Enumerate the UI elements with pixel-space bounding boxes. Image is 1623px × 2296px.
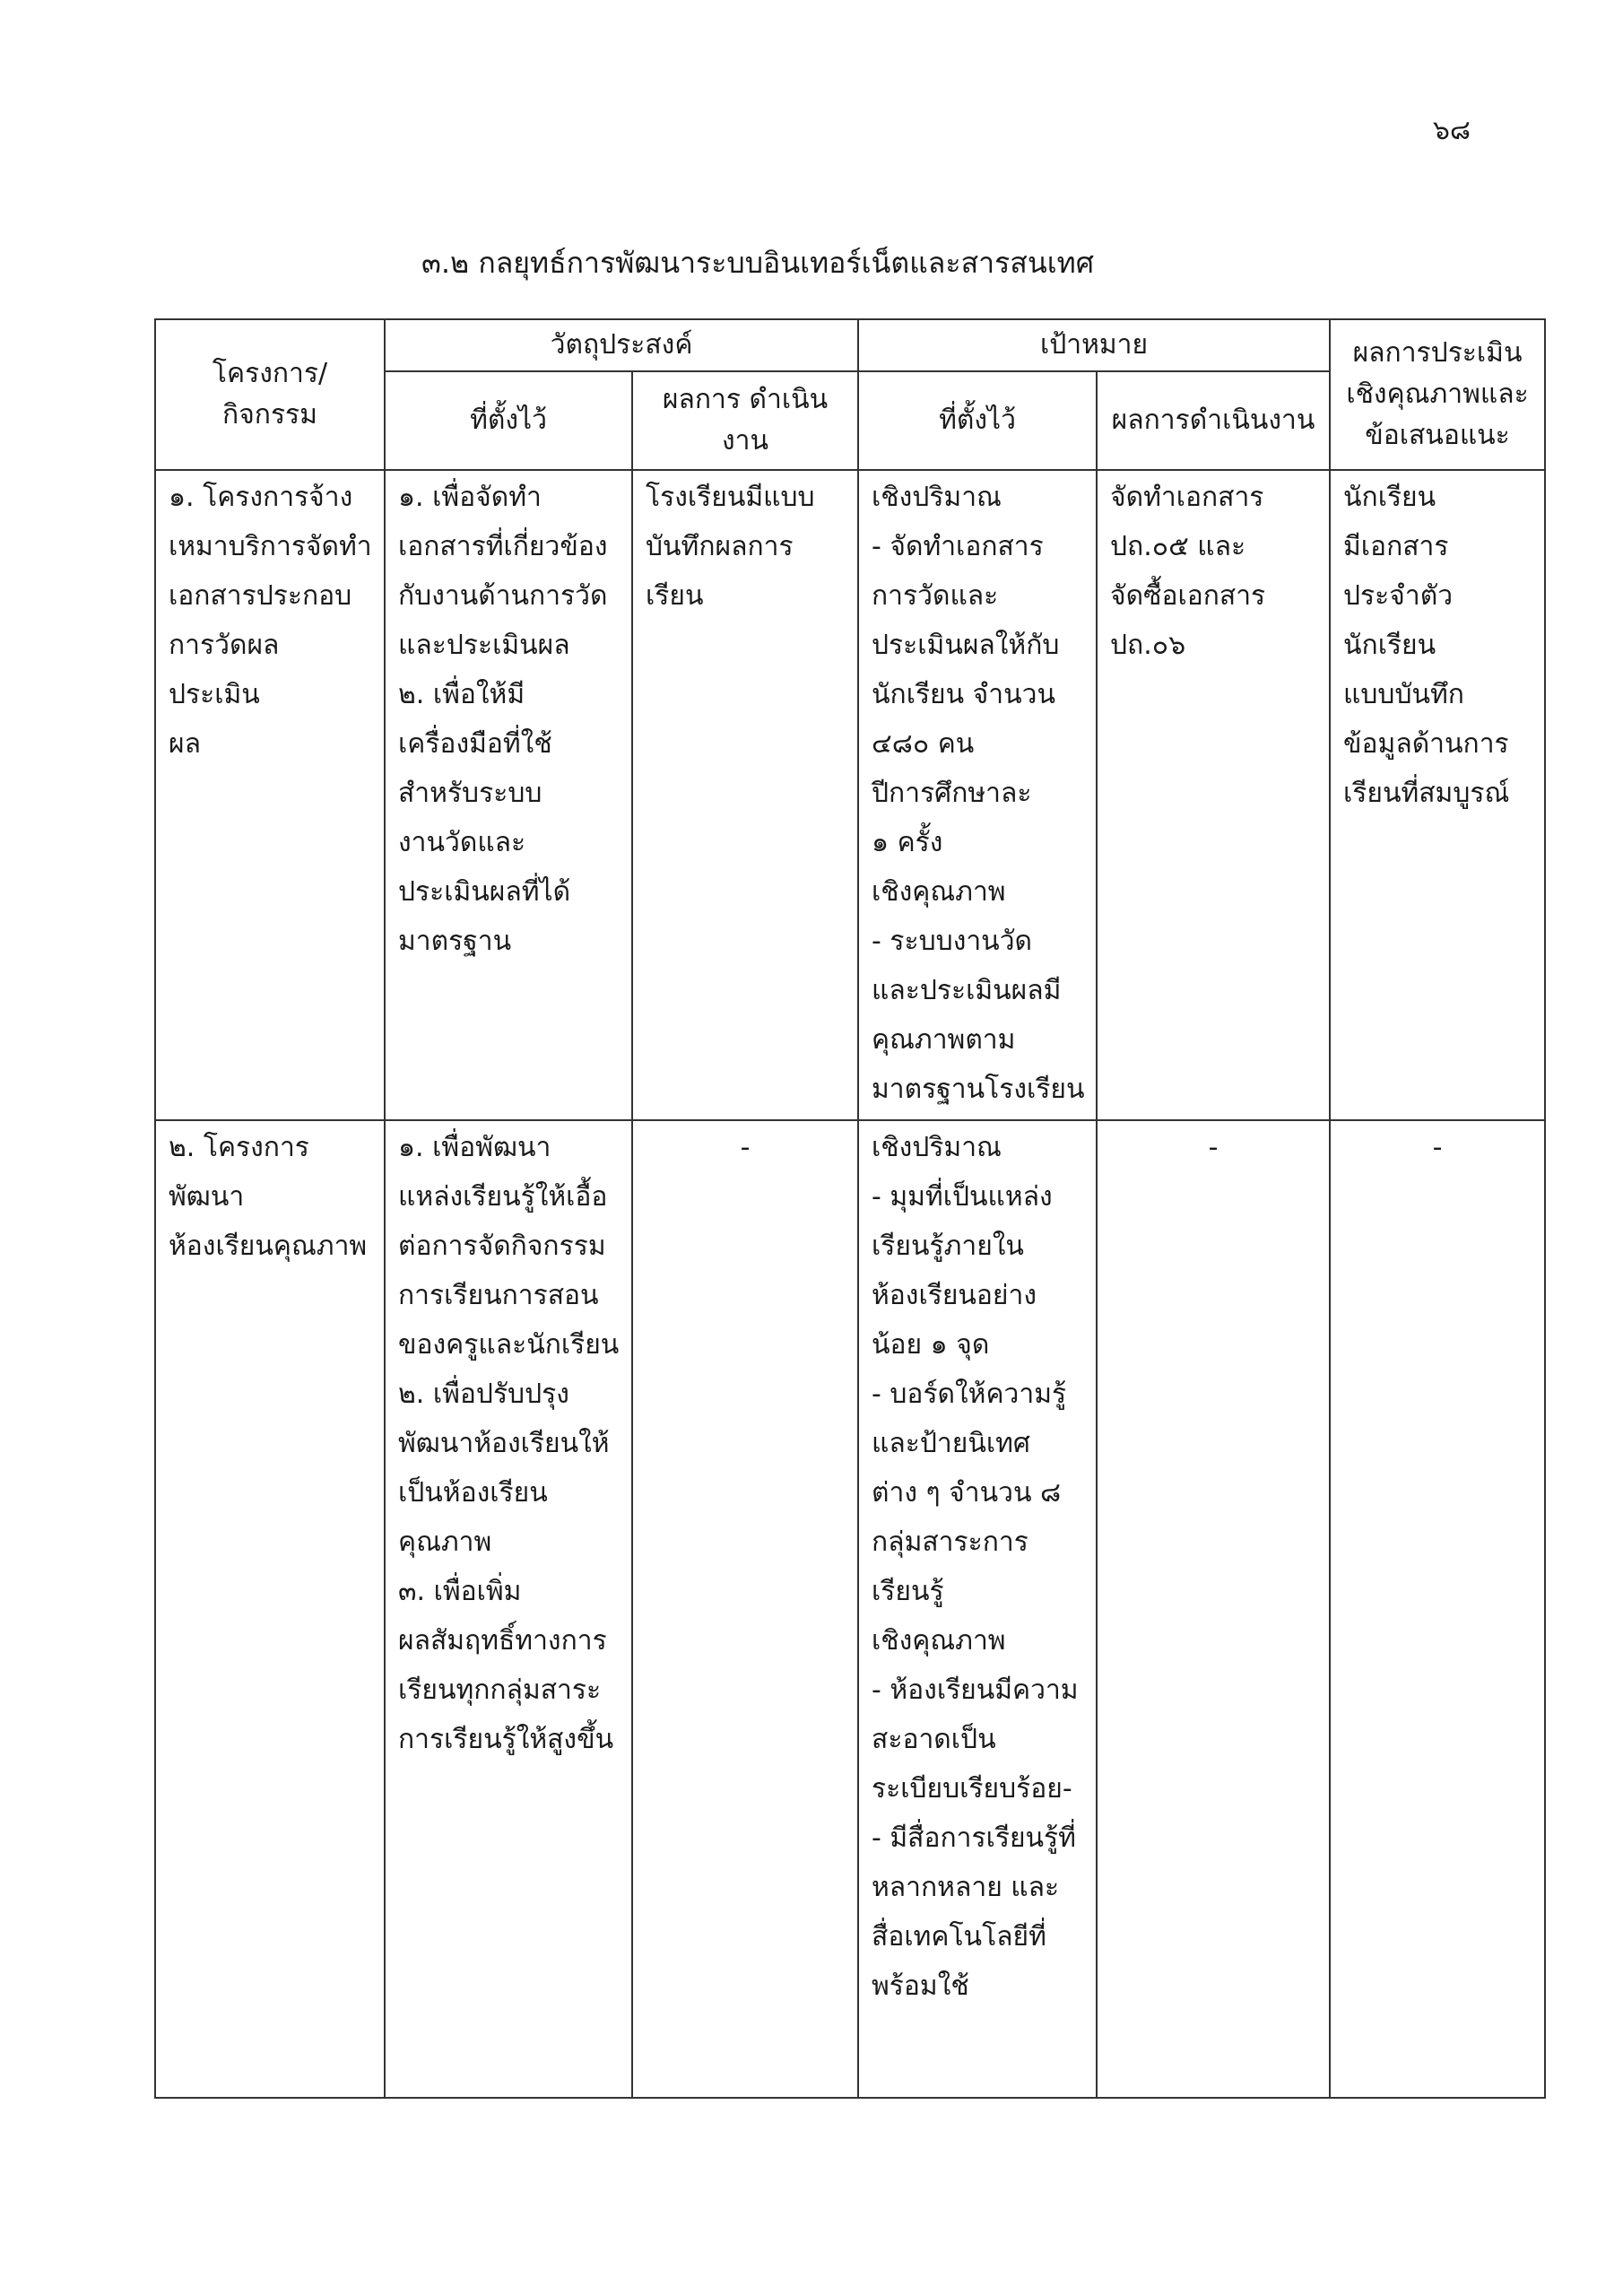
cell-objective-result bbox=[632, 1120, 858, 2098]
cell-line: ประจำตัว bbox=[1343, 580, 1454, 612]
header-objective: วัตถุประสงค์ bbox=[385, 319, 858, 371]
cell-line: ห้องเรียนคุณภาพ bbox=[169, 1231, 368, 1262]
cell-line: เชิงปริมาณ bbox=[872, 1132, 1002, 1163]
cell-line: ๑. เพื่อพัฒนา bbox=[398, 1132, 551, 1163]
cell-line: ห้องเรียนอย่าง bbox=[872, 1280, 1037, 1311]
section-title: ๓.๒ กลยุทธ์การพัฒนาระบบอินเทอร์เน็ตและสารสนเทศ bbox=[421, 246, 1095, 280]
cell-line: ของครูและนักเรียน bbox=[398, 1329, 620, 1361]
cell-line: งานวัดและ bbox=[398, 827, 526, 858]
cell-line: ประเมินผลที่ได้ bbox=[398, 876, 571, 908]
cell-line: และป้ายนิเทศ bbox=[872, 1428, 1030, 1459]
cell-line: และประเมินผลมี bbox=[872, 975, 1062, 1006]
cell-line: ต่าง ๆ จำนวน ๘ bbox=[872, 1477, 1062, 1509]
cell-target-set bbox=[858, 1120, 1097, 2098]
header-target: เป้าหมาย bbox=[858, 319, 1330, 371]
cell-project bbox=[155, 1120, 385, 2098]
header-objective-set: ที่ตั้งไว้ bbox=[385, 371, 632, 470]
cell-line: แหล่งเรียนรู้ให้เอื้อ bbox=[398, 1181, 608, 1213]
page-number: ๖๘ bbox=[1432, 115, 1471, 146]
cell-line: เครื่องมือที่ใช้ bbox=[398, 728, 552, 760]
cell-line: ๑. โครงการจ้าง bbox=[169, 482, 353, 513]
cell-line: เรียนรู้ bbox=[872, 1576, 944, 1607]
table-row bbox=[155, 1120, 1545, 2098]
cell-line: สะอาดเป็น bbox=[872, 1724, 996, 1755]
cell-line: การเรียนการสอน bbox=[398, 1280, 599, 1311]
header-target-result: ผลการดำเนินงาน bbox=[1097, 371, 1330, 470]
cell-line: เหมาบริการจัดทำ bbox=[169, 531, 372, 562]
cell-line: - bbox=[1432, 1132, 1443, 1163]
cell-line: ปีการศึกษาละ bbox=[872, 778, 1032, 809]
cell-line: นักเรียน จำนวน bbox=[872, 679, 1055, 710]
cell-line: เชิงคุณภาพ bbox=[872, 1625, 1006, 1657]
cell-line: การเรียนรู้ให้สูงขึ้น bbox=[398, 1724, 614, 1755]
cell-line: มาตรฐานโรงเรียน bbox=[872, 1074, 1085, 1105]
cell-line: เรียนทุกกลุ่มสาระ bbox=[398, 1674, 602, 1706]
cell-line: จัดทำเอกสาร bbox=[1110, 482, 1264, 513]
cell-line: หลากหลาย และ bbox=[872, 1872, 1060, 1903]
cell-objective-set bbox=[385, 1120, 632, 2098]
cell-line: - bbox=[1208, 1132, 1219, 1163]
cell-line: แบบบันทึก bbox=[1343, 679, 1464, 710]
cell-line: - ห้องเรียนมีความ bbox=[872, 1674, 1079, 1706]
cell-line: - บอร์ดให้ความรู้ bbox=[872, 1378, 1067, 1410]
cell-objective-result bbox=[632, 470, 858, 1120]
cell-line: ๒. เพื่อให้มี bbox=[398, 679, 525, 710]
cell-line: พัฒนาห้องเรียนให้ bbox=[398, 1428, 610, 1459]
cell-line: ประเมิน bbox=[169, 679, 260, 710]
cell-line: - มีสื่อการเรียนรู้ที่ bbox=[872, 1822, 1076, 1854]
cell-line: การวัดผล bbox=[169, 630, 280, 661]
cell-line: มีเอกสาร bbox=[1343, 531, 1449, 562]
header-target-set: ที่ตั้งไว้ bbox=[858, 371, 1097, 470]
cell-line: ๑ ครั้ง bbox=[872, 827, 943, 858]
cell-line: ข้อมูลด้านการ bbox=[1343, 728, 1509, 760]
cell-project bbox=[155, 470, 385, 1120]
cell-line: เชิงคุณภาพ bbox=[872, 876, 1006, 908]
cell-line: - มุมที่เป็นแหล่ง bbox=[872, 1181, 1053, 1213]
cell-line: ผลสัมฤทธิ์ทางการ bbox=[398, 1625, 607, 1657]
cell-line: เอกสารที่เกี่ยวข้อง bbox=[398, 531, 608, 562]
strategy-table bbox=[154, 318, 1546, 2099]
table-row bbox=[155, 470, 1545, 1120]
cell-line: คุณภาพ bbox=[398, 1526, 492, 1558]
cell-line: ๑. เพื่อจัดทำ bbox=[398, 482, 542, 513]
header-project: โครงการ/ กิจกรรม bbox=[155, 319, 385, 470]
cell-line: ๒. โครงการ bbox=[169, 1132, 309, 1163]
cell-line: กับงานด้านการวัด bbox=[398, 580, 608, 612]
cell-line: เชิงปริมาณ bbox=[872, 482, 1002, 513]
cell-objective-set bbox=[385, 470, 632, 1120]
cell-line: ต่อการจัดกิจกรรม bbox=[398, 1231, 606, 1262]
cell-line: ปถ.๐๖ bbox=[1110, 630, 1186, 661]
cell-line: พัฒนา bbox=[169, 1181, 245, 1213]
cell-line: ประเมินผลให้กับ bbox=[872, 630, 1060, 661]
cell-line: การวัดและ bbox=[872, 580, 999, 612]
header-objective-result: ผลการ ดำเนินงาน bbox=[632, 371, 858, 470]
cell-line: - จัดทำเอกสาร bbox=[872, 531, 1044, 562]
cell-line: ๒. เพื่อปรับปรุง bbox=[398, 1378, 569, 1410]
cell-line: - bbox=[740, 1132, 751, 1163]
cell-line: เรียนรู้ภายใน bbox=[872, 1231, 1024, 1262]
cell-line: ๔๘๐ คน bbox=[872, 728, 975, 760]
cell-line: และประเมินผล bbox=[398, 630, 570, 661]
cell-line: สื่อเทคโนโลยีที่ bbox=[872, 1921, 1046, 1952]
cell-line: คุณภาพตาม bbox=[872, 1024, 1016, 1056]
cell-line: นักเรียน bbox=[1343, 630, 1436, 661]
header-evaluation: ผลการประเมิน เชิงคุณภาพและ ข้อเสนอแนะ bbox=[1330, 319, 1545, 470]
cell-line: ผล bbox=[169, 728, 201, 760]
cell-line: เรียนที่สมบูรณ์ bbox=[1343, 778, 1510, 809]
cell-line: บันทึกผลการ bbox=[646, 531, 794, 562]
cell-line: เอกสารประกอบ bbox=[169, 580, 352, 612]
cell-target-set bbox=[858, 470, 1097, 1120]
cell-target-result bbox=[1097, 1120, 1330, 2098]
cell-line: พร้อมใช้ bbox=[872, 1970, 969, 2002]
cell-target-result bbox=[1097, 470, 1330, 1120]
cell-line: - ระบบงานวัด bbox=[872, 926, 1033, 957]
cell-line: ระเบียบเรียบร้อย- bbox=[872, 1773, 1072, 1805]
cell-line: นักเรียน bbox=[1343, 482, 1436, 513]
cell-evaluation bbox=[1330, 470, 1545, 1120]
cell-evaluation bbox=[1330, 1120, 1545, 2098]
cell-line: กลุ่มสาระการ bbox=[872, 1526, 1028, 1558]
cell-line: เป็นห้องเรียน bbox=[398, 1477, 548, 1509]
cell-line: มาตรฐาน bbox=[398, 926, 512, 957]
cell-line: สำหรับระบบ bbox=[398, 778, 542, 809]
cell-line: จัดซื้อเอกสาร bbox=[1110, 580, 1266, 612]
cell-line: ปถ.๐๕ และ bbox=[1110, 531, 1246, 562]
cell-line: ๓. เพื่อเพิ่ม bbox=[398, 1576, 522, 1607]
cell-line: เรียน bbox=[646, 580, 704, 612]
cell-line: โรงเรียนมีแบบ bbox=[646, 482, 815, 513]
cell-line: น้อย ๑ จุด bbox=[872, 1329, 990, 1361]
